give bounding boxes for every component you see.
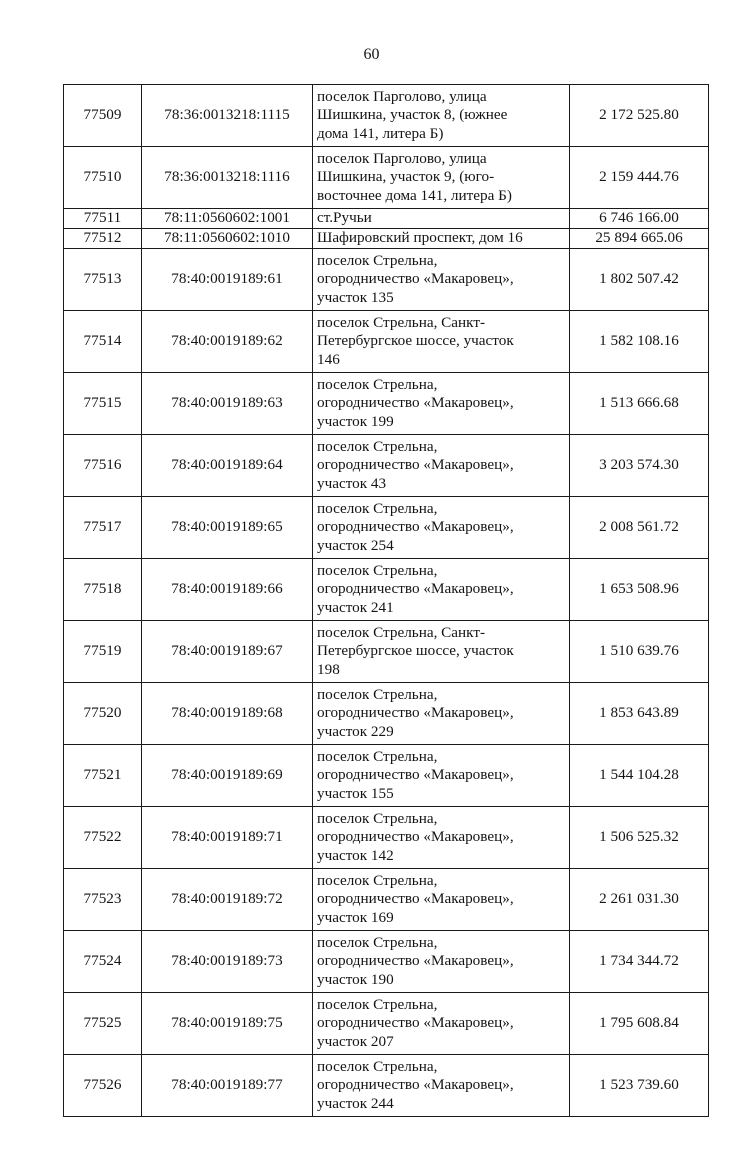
address-cell <box>313 497 570 559</box>
table-row <box>64 745 709 807</box>
cadastral-number-cell: 78:40:0019189:72 <box>142 869 313 931</box>
address-line: участок 169 <box>317 908 394 926</box>
row-number-cell: 77520 <box>64 683 142 745</box>
cadastral-value-cell: 2 008 561.72 <box>570 497 709 559</box>
address-cell <box>313 931 570 993</box>
cadastral-value-cell: 2 159 444.76 <box>570 147 709 209</box>
address-line: поселок Стрельна, <box>317 933 438 951</box>
address-line: поселок Стрельна, <box>317 499 438 517</box>
table-row <box>64 931 709 993</box>
table-row <box>64 435 709 497</box>
table-row <box>64 373 709 435</box>
address-line: участок 190 <box>317 970 394 988</box>
cadastral-value-cell: 1 582 108.16 <box>570 311 709 373</box>
cadastral-number-cell: 78:40:0019189:73 <box>142 931 313 993</box>
cadastral-value-cell: 1 853 643.89 <box>570 683 709 745</box>
address-line: огородничество «Макаровец», <box>317 456 514 474</box>
row-number-cell: 77519 <box>64 621 142 683</box>
address-line: огородничество «Макаровец», <box>317 1014 514 1032</box>
cadastral-number-cell: 78:40:0019189:63 <box>142 373 313 435</box>
row-number-cell: 77526 <box>64 1055 142 1117</box>
table-row <box>64 1055 709 1117</box>
table-row <box>64 249 709 311</box>
address-line: участок 199 <box>317 412 394 430</box>
address-line: поселок Парголово, улица <box>317 87 487 105</box>
address-cell <box>313 869 570 931</box>
address-line: 198 <box>317 660 340 678</box>
address-line: поселок Стрельна, <box>317 809 438 827</box>
address-cell <box>313 807 570 869</box>
address-line: дома 141, литера Б) <box>317 124 444 142</box>
address-line: огородничество «Макаровец», <box>317 704 514 722</box>
address-line: участок 135 <box>317 288 394 306</box>
address-line: Шафировский проспект, дом 16 <box>317 229 523 247</box>
table-row <box>64 229 709 249</box>
address-line: огородничество «Макаровец», <box>317 1076 514 1094</box>
address-cell <box>313 621 570 683</box>
address-line: участок 244 <box>317 1094 394 1112</box>
cadastral-number-cell: 78:40:0019189:68 <box>142 683 313 745</box>
table-row <box>64 683 709 745</box>
address-line: поселок Стрельна, <box>317 747 438 765</box>
address-cell <box>313 147 570 209</box>
address-line: поселок Стрельна, <box>317 871 438 889</box>
table-row <box>64 497 709 559</box>
page-number: 60 <box>363 46 380 63</box>
cadastral-number-cell: 78:40:0019189:75 <box>142 993 313 1055</box>
address-cell <box>313 229 570 249</box>
row-number-cell: 77515 <box>64 373 142 435</box>
table-body <box>64 85 709 1117</box>
address-line: поселок Стрельна, <box>317 375 438 393</box>
address-line: поселок Стрельна, Санкт- <box>317 623 486 641</box>
cadastral-number-cell: 78:40:0019189:62 <box>142 311 313 373</box>
address-line: поселок Стрельна, Санкт- <box>317 313 486 331</box>
cadastral-number-cell: 78:40:0019189:61 <box>142 249 313 311</box>
cadastral-value-cell: 2 261 031.30 <box>570 869 709 931</box>
address-cell <box>313 745 570 807</box>
address-cell <box>313 435 570 497</box>
cadastral-number-cell: 78:40:0019189:65 <box>142 497 313 559</box>
cadastral-number-cell: 78:11:0560602:1010 <box>142 229 313 249</box>
cadastral-value-cell: 2 172 525.80 <box>570 85 709 147</box>
cadastral-value-cell: 1 802 507.42 <box>570 249 709 311</box>
table-row <box>64 807 709 869</box>
address-line: поселок Стрельна, <box>317 1057 438 1075</box>
table-row <box>64 559 709 621</box>
row-number-cell: 77522 <box>64 807 142 869</box>
address-line: огородничество «Макаровец», <box>317 270 514 288</box>
table-row <box>64 85 709 147</box>
cadastral-number-cell: 78:40:0019189:69 <box>142 745 313 807</box>
address-cell <box>313 311 570 373</box>
row-number-cell: 77525 <box>64 993 142 1055</box>
cadastral-value-cell: 1 513 666.68 <box>570 373 709 435</box>
address-line: участок 229 <box>317 722 394 740</box>
address-line: огородничество «Макаровец», <box>317 766 514 784</box>
cadastral-number-cell: 78:40:0019189:71 <box>142 807 313 869</box>
address-line: огородничество «Макаровец», <box>317 828 514 846</box>
cadastral-value-cell: 1 523 739.60 <box>570 1055 709 1117</box>
cadastral-number-cell: 78:40:0019189:77 <box>142 1055 313 1117</box>
address-line: участок 142 <box>317 846 394 864</box>
row-number-cell: 77514 <box>64 311 142 373</box>
cadastral-value-cell: 1 510 639.76 <box>570 621 709 683</box>
row-number-cell: 77510 <box>64 147 142 209</box>
cadastral-value-cell: 1 734 344.72 <box>570 931 709 993</box>
row-number-cell: 77524 <box>64 931 142 993</box>
row-number-cell: 77511 <box>64 209 142 229</box>
address-cell <box>313 209 570 229</box>
row-number-cell: 77513 <box>64 249 142 311</box>
address-cell <box>313 993 570 1055</box>
cadastral-number-cell: 78:40:0019189:67 <box>142 621 313 683</box>
property-table <box>63 84 709 1117</box>
cadastral-number-cell: 78:40:0019189:66 <box>142 559 313 621</box>
address-cell <box>313 249 570 311</box>
address-line: огородничество «Макаровец», <box>317 394 514 412</box>
address-line: участок 207 <box>317 1032 394 1050</box>
address-line: ст.Ручьи <box>317 209 372 227</box>
address-line: участок 43 <box>317 474 387 492</box>
row-number-cell: 77509 <box>64 85 142 147</box>
address-line: Шишкина, участок 8, (южнее <box>317 106 508 124</box>
cadastral-value-cell: 1 544 104.28 <box>570 745 709 807</box>
table-row <box>64 993 709 1055</box>
table-row <box>64 621 709 683</box>
cadastral-value-cell: 1 795 608.84 <box>570 993 709 1055</box>
cadastral-value-cell: 6 746 166.00 <box>570 209 709 229</box>
table-row <box>64 311 709 373</box>
row-number-cell: 77516 <box>64 435 142 497</box>
address-cell <box>313 683 570 745</box>
address-line: поселок Стрельна, <box>317 561 438 579</box>
address-line: поселок Стрельна, <box>317 437 438 455</box>
address-line: поселок Стрельна, <box>317 995 438 1013</box>
row-number-cell: 77512 <box>64 229 142 249</box>
row-number-cell: 77523 <box>64 869 142 931</box>
address-cell <box>313 1055 570 1117</box>
address-line: Шишкина, участок 9, (юго- <box>317 168 495 186</box>
address-line: восточнее дома 141, литера Б) <box>317 186 512 204</box>
address-cell <box>313 373 570 435</box>
address-line: огородничество «Макаровец», <box>317 952 514 970</box>
address-line: поселок Стрельна, <box>317 685 438 703</box>
table-row <box>64 209 709 229</box>
address-line: поселок Парголово, улица <box>317 149 487 167</box>
row-number-cell: 77517 <box>64 497 142 559</box>
row-number-cell: 77521 <box>64 745 142 807</box>
address-line: Петербургское шоссе, участок <box>317 642 514 660</box>
cadastral-number-cell: 78:36:0013218:1115 <box>142 85 313 147</box>
cadastral-value-cell: 1 506 525.32 <box>570 807 709 869</box>
address-line: поселок Стрельна, <box>317 251 438 269</box>
cadastral-value-cell: 3 203 574.30 <box>570 435 709 497</box>
cadastral-value-cell: 25 894 665.06 <box>570 229 709 249</box>
address-line: участок 254 <box>317 536 394 554</box>
address-line: огородничество «Макаровец», <box>317 518 514 536</box>
address-line: Петербургское шоссе, участок <box>317 332 514 350</box>
address-line: огородничество «Макаровец», <box>317 890 514 908</box>
address-cell <box>313 559 570 621</box>
cadastral-number-cell: 78:11:0560602:1001 <box>142 209 313 229</box>
address-line: участок 241 <box>317 598 394 616</box>
table-row <box>64 147 709 209</box>
address-line: огородничество «Макаровец», <box>317 580 514 598</box>
cadastral-value-cell: 1 653 508.96 <box>570 559 709 621</box>
address-line: 146 <box>317 350 340 368</box>
row-number-cell: 77518 <box>64 559 142 621</box>
table-row <box>64 869 709 931</box>
cadastral-number-cell: 78:40:0019189:64 <box>142 435 313 497</box>
address-cell <box>313 85 570 147</box>
address-line: участок 155 <box>317 784 394 802</box>
cadastral-number-cell: 78:36:0013218:1116 <box>142 147 313 209</box>
